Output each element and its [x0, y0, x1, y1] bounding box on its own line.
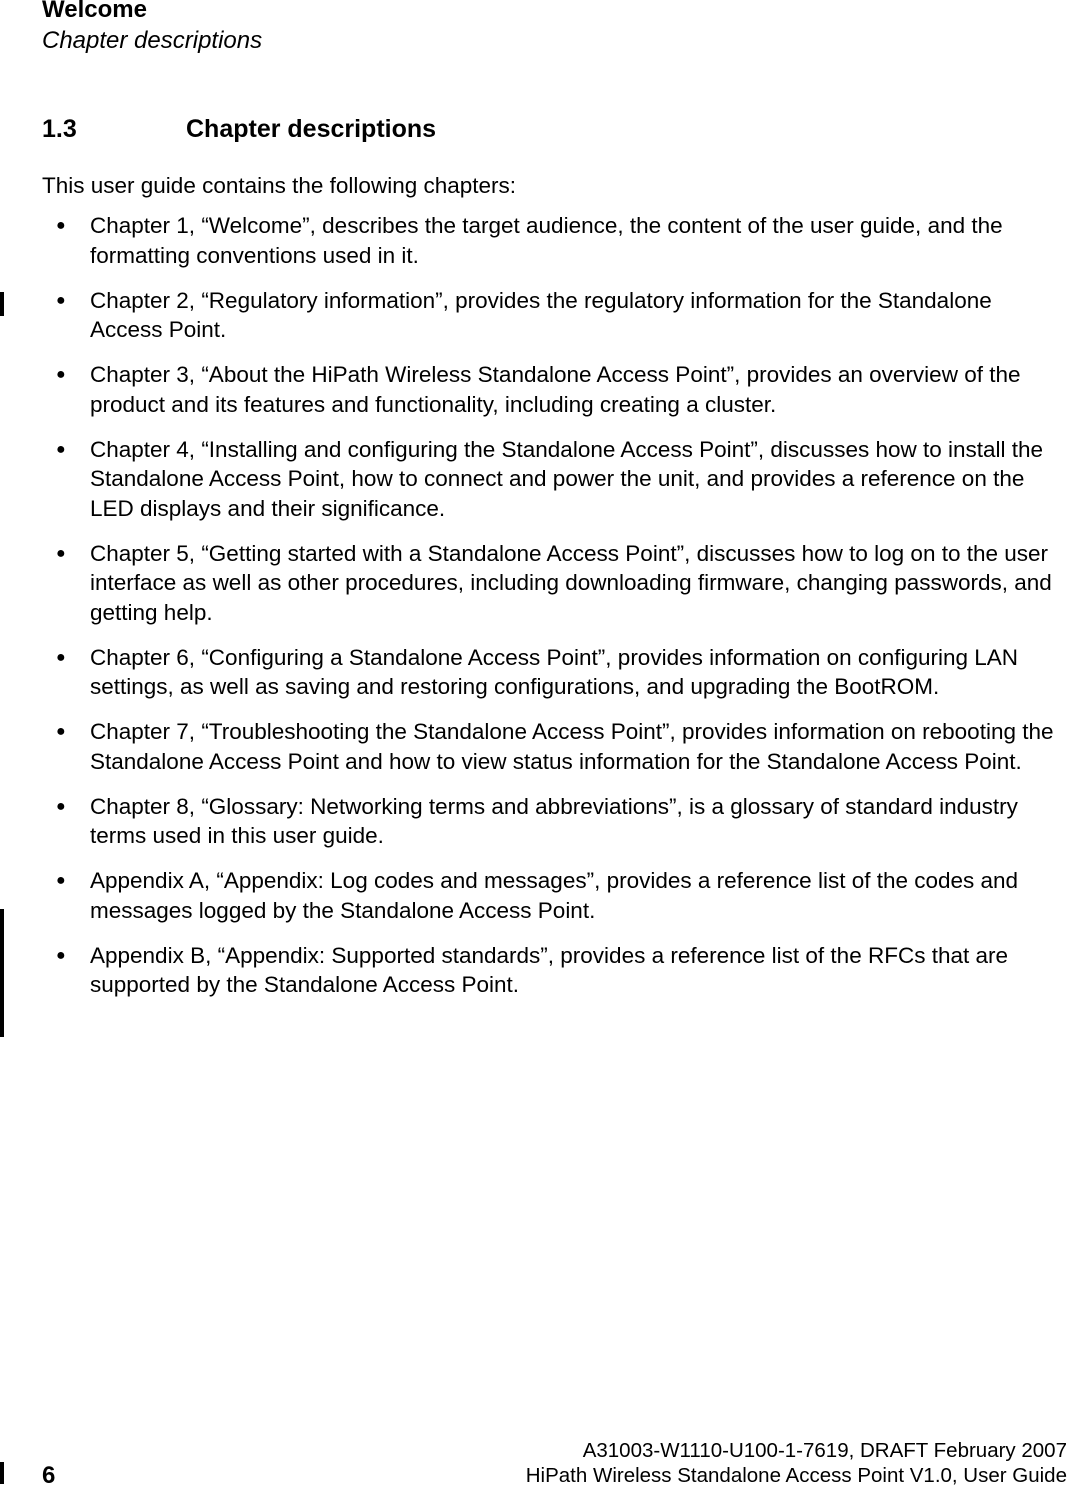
running-header-subtitle: Chapter descriptions — [42, 27, 263, 54]
bullet-icon: ● — [56, 440, 66, 458]
list-item-text: Chapter 6, “Configuring a Standalone Access Point”, provides information on configuring LAN settings, as well as saving and restoring configurations, and upgrading the BootROM. — [90, 644, 1019, 699]
footer-doc-id: A31003-W1110-U100-1-7619, DRAFT February 2007 — [582, 1439, 1067, 1462]
list-item-text: Appendix A, “Appendix: Log codes and messages”, provides a reference list of the codes and messages logged by the Standalone Access Point. — [90, 868, 1019, 923]
bullet-icon: ● — [56, 872, 66, 889]
list-item — [0, 866, 1073, 925]
bullet-icon: ● — [56, 544, 66, 562]
bullet-icon: ● — [56, 217, 66, 234]
bullet-icon: ● — [56, 723, 66, 740]
list-item-text: Appendix B, “Appendix: Supported standards”, provides a reference list of the RFCs that are supported by the Standalone Access Point. — [90, 942, 1008, 997]
bullet-icon: ● — [56, 291, 66, 309]
bullet-icon: ● — [56, 648, 66, 666]
list-item-text: Chapter 3, “About the HiPath Wireless Standalone Access Point”, provides an overview of the product and its features and functionality, including creating a cluster. — [90, 362, 1021, 417]
list-item — [0, 539, 1073, 628]
section-number: 1.3 — [42, 115, 77, 143]
running-header-title: Welcome — [42, 0, 147, 23]
list-item-text: Chapter 8, “Glossary: Networking terms and abbreviations”, is a glossary of standard industry terms used in this user guide. — [90, 793, 1018, 848]
list-item — [0, 286, 1073, 345]
list-item-text: Chapter 2, “Regulatory information”, provides the regulatory information for the Standalone Access Point. — [90, 287, 992, 342]
section-title: Chapter descriptions — [186, 115, 437, 143]
list-item-text: Chapter 7, “Troubleshooting the Standalone Access Point”, provides information on rebooting the Standalone Access Point and how to view status information for the Standalone Access Point. — [90, 719, 1054, 774]
bullet-icon: ● — [56, 797, 66, 815]
list-item-text: Chapter 5, “Getting started with a Standalone Access Point”, discusses how to log on to the user interface as well as other procedures, including downloading firmware, changing passwords, and getting help. — [90, 540, 1052, 625]
list-item — [0, 717, 1073, 776]
list-item-text: Chapter 4, “Installing and configuring the Standalone Access Point”, discusses how to install the Standalone Access Point, how to connect and power the unit, and provides a reference on the LED displays and their significance. — [90, 436, 1044, 521]
intro-paragraph: This user guide contains the following chapters: — [42, 173, 517, 198]
list-item-text: Chapter 1, “Welcome”, describes the target audience, the content of the user guide, and the formatting conventions used in it. — [90, 213, 1003, 268]
list-item — [0, 941, 1073, 1000]
footer-product-title: HiPath Wireless Standalone Access Point V1.0, User Guide — [525, 1464, 1067, 1487]
bullet-icon: ● — [56, 946, 66, 964]
list-item — [0, 360, 1073, 419]
list-item — [0, 435, 1073, 524]
list-item — [0, 792, 1073, 851]
list-item — [0, 643, 1073, 702]
bullet-icon: ● — [56, 366, 66, 383]
change-bar — [0, 1462, 4, 1484]
page-number: 6 — [42, 1462, 56, 1489]
chapter-list — [0, 211, 1073, 1015]
list-item — [0, 211, 1073, 270]
